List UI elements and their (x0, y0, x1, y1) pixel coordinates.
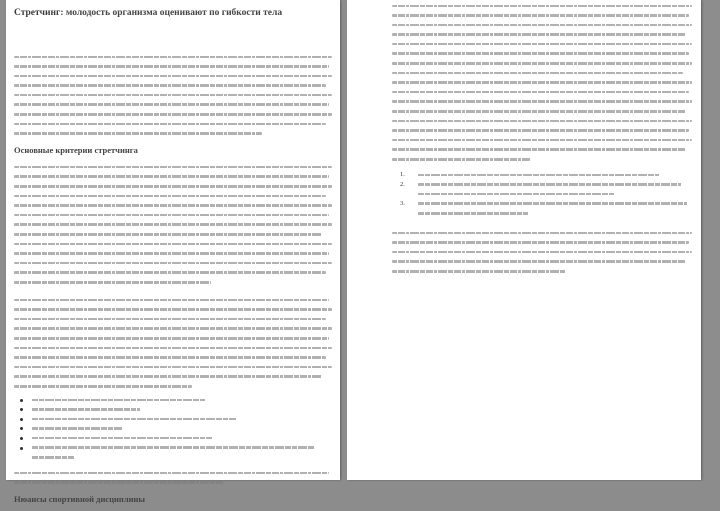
page-2-paragraph-1 (392, 1, 692, 164)
numbered-list (392, 170, 692, 218)
list-item (14, 405, 332, 415)
list-item (14, 414, 332, 424)
page-2-paragraph-2 (392, 228, 692, 276)
list-item: 1. (392, 170, 692, 180)
list-item: 3. (392, 199, 692, 209)
list-item (14, 424, 332, 434)
title-rest: : молодость организма оценивают по гибкости тела (60, 8, 283, 18)
page-2-content (392, 1, 692, 280)
list-item (392, 189, 692, 199)
page-1-content (14, 7, 332, 511)
list-item: 2. (392, 180, 692, 190)
document-page-2[interactable] (347, 0, 701, 480)
heading-criteria: Основные критерии стретчинга (14, 145, 138, 156)
list-item (14, 433, 332, 443)
list-item (14, 443, 332, 453)
bullet-list (14, 395, 332, 462)
criteria-paragraph-1 (14, 162, 332, 287)
title-keyword: Стретчинг (14, 8, 61, 18)
document-title (14, 7, 332, 19)
document-page-1[interactable] (6, 0, 340, 505)
intro-paragraph (14, 52, 332, 138)
list-item (14, 395, 332, 405)
list-item (392, 208, 692, 218)
criteria-paragraph-2 (14, 295, 332, 391)
summary-paragraph (14, 468, 332, 487)
heading-nuances: Нюансы спортивной дисциплины (14, 494, 146, 505)
list-item (14, 453, 332, 463)
